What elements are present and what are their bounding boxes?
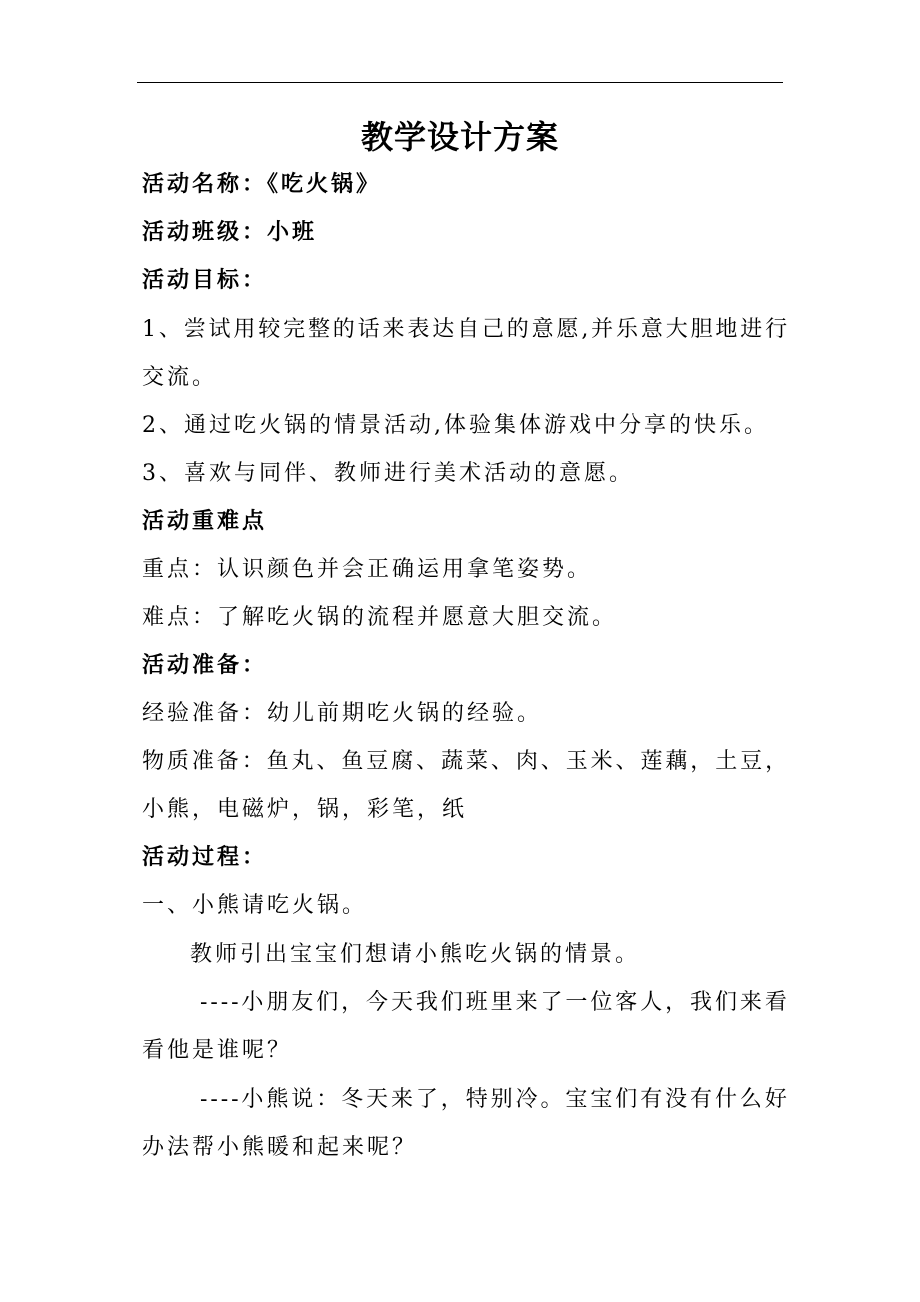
preparation-heading: 活动准备： [142,653,268,678]
activity-class: 活动班级：小班 [142,220,318,245]
preparation-materials-line-2: 小熊，电磁炉，锅，彩笔，纸 [142,797,468,822]
preparation-materials-line-1: 物质准备：鱼丸、鱼豆腐、蔬菜、肉、玉米、莲藕，土豆， [142,749,791,774]
difficult-point: 难点：了解吃火锅的流程并愿意大胆交流。 [142,605,618,630]
goal-1-line-1: 1、尝试用较完整的话来表达自己的意愿,并乐意大胆地进行 [142,317,790,342]
process-step-1: 一、小熊请吃火锅。 [142,893,368,918]
dialog-2-line-1: ----小熊说：冬天来了，特别冷。宝宝们有没有什么好 [200,1087,790,1112]
dialog-1-line-1: ----小朋友们，今天我们班里来了一位客人，我们来看 [200,990,790,1015]
goal-2: 2、通过吃火锅的情景活动,体验集体游戏中分享的快乐。 [142,413,769,438]
page-title: 教学设计方案 [360,118,559,156]
goal-1-line-2: 交流。 [142,365,218,390]
goals-heading: 活动目标： [142,268,268,293]
key-points-heading: 活动重难点 [142,509,268,534]
goal-3: 3、喜欢与同伴、教师进行美术活动的意愿。 [142,461,634,486]
process-step-1-intro: 教师引出宝宝们想请小熊吃火锅的情景。 [190,942,641,967]
dialog-2-line-2: 办法帮小熊暖和起来呢？ [142,1135,418,1160]
key-point: 重点：认识颜色并会正确运用拿笔姿势。 [142,557,593,582]
dialog-1-line-2: 看他是谁呢？ [142,1038,293,1063]
preparation-experience: 经验准备：幼儿前期吃火锅的经验。 [142,701,543,726]
header-rule [137,82,783,83]
activity-name: 活动名称：《吃火锅》 [142,172,382,197]
process-heading: 活动过程： [142,845,268,870]
